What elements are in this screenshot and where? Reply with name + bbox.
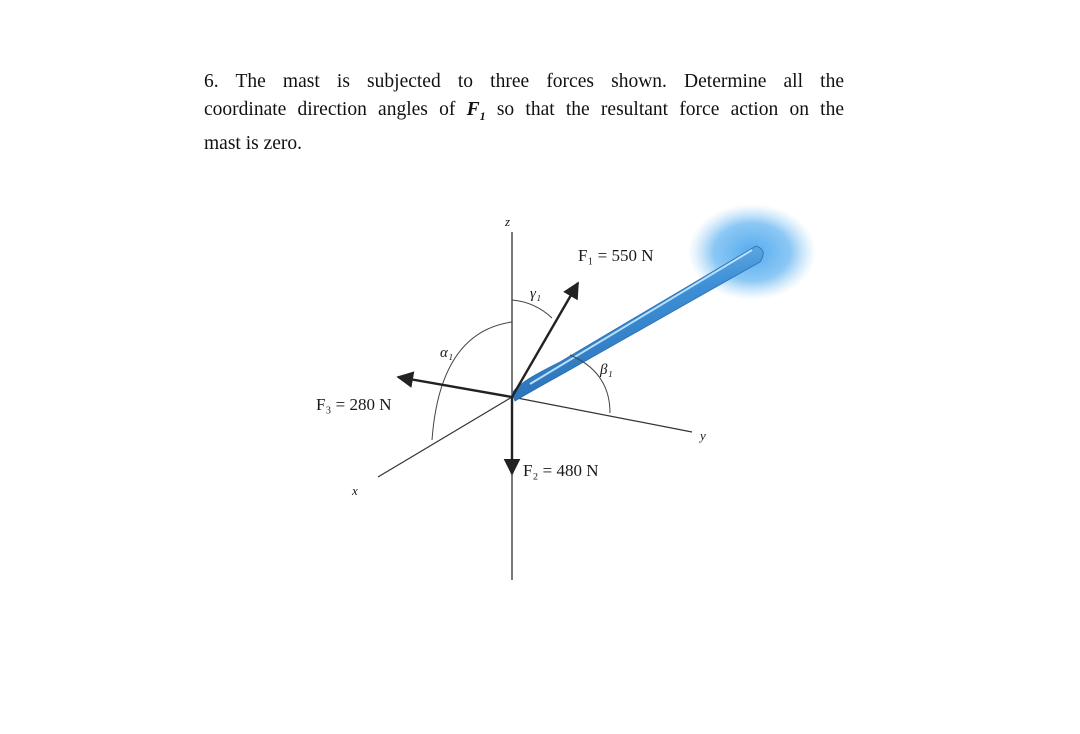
alpha-arc: [432, 322, 512, 440]
force-symbol: $F_1$: [466, 99, 486, 123]
problem-number: 6.: [204, 71, 219, 92]
beta-label: β₁: [600, 362, 613, 378]
force-f3-label: F₃ = 280 N: [316, 395, 392, 414]
force-f2-label: F₂ = 480 N: [523, 461, 599, 480]
y-axis: [512, 397, 692, 432]
problem-line-1: 6. The mast is subjected to three forces shown. Determine all the: [204, 71, 844, 92]
z-axis-label: z: [505, 214, 511, 229]
force-f1-label: F₁ = 550 N: [578, 246, 654, 265]
mast: [512, 246, 763, 401]
gamma-label: γ₁: [530, 286, 542, 302]
problem-line-2: coordinate direction angles of $F_1$ so that the resultant force action on the: [204, 99, 845, 123]
alpha-label: α₁: [440, 345, 454, 361]
x-axis-label: x: [352, 483, 358, 498]
gamma-arc: [512, 300, 552, 318]
x-axis: [378, 397, 512, 477]
mast-highlight: [530, 250, 752, 384]
y-axis-label: y: [700, 428, 706, 443]
problem-line-3: mast is zero.: [204, 132, 303, 154]
force-f3-arrow: [398, 377, 512, 397]
